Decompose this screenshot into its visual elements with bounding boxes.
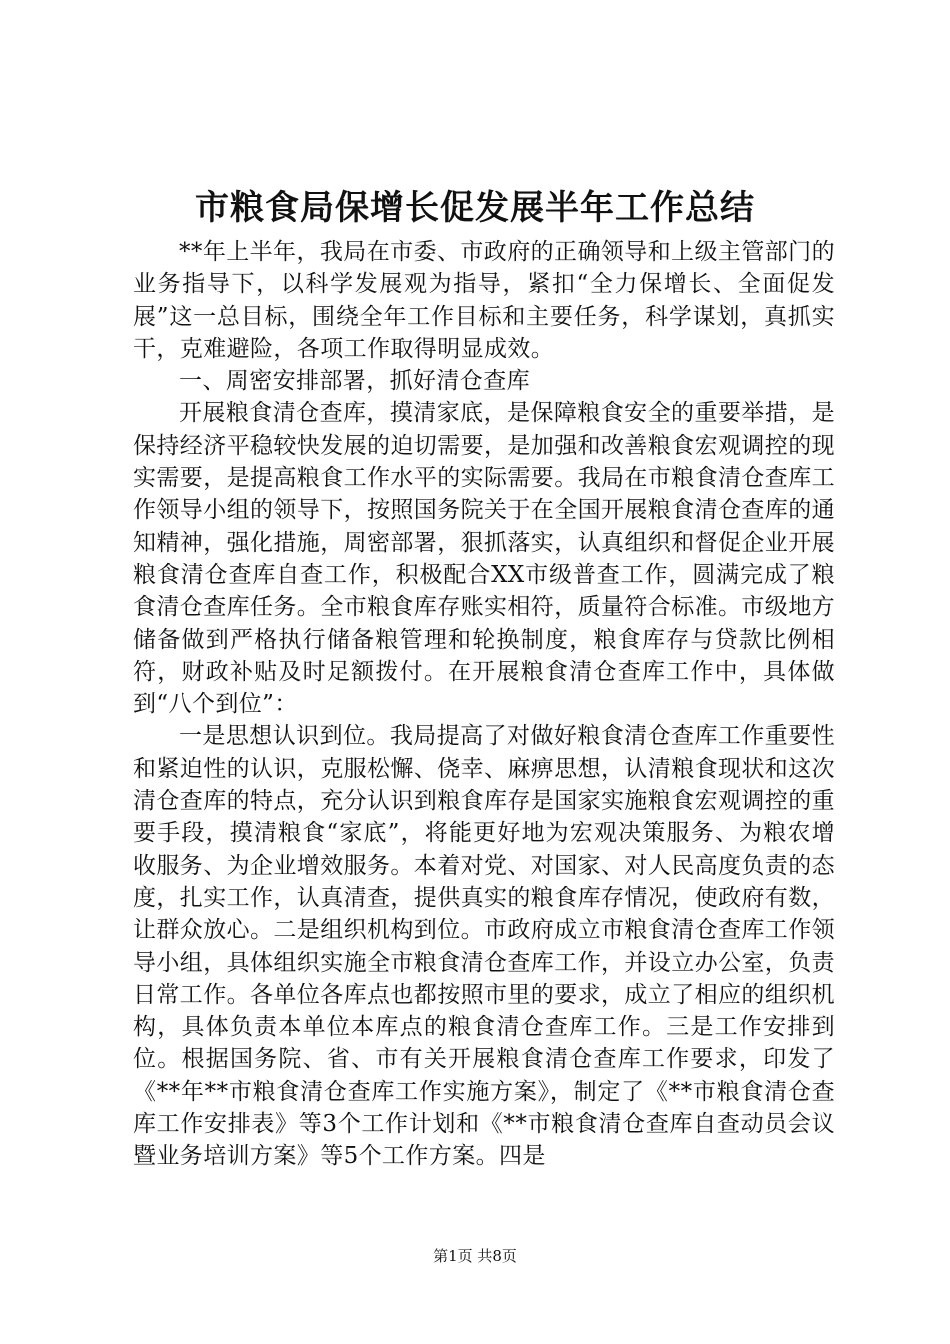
body-paragraph: 开展粮食清仓查库，摸清家底，是保障粮食安全的重要举措，是保持经济平稳较快发展的迫切需要，是加强和改善粮食宏观调控的现实需要，是提高粮食工作水平的实际需要。我局在市粮食清仓查库工作领导小组的领导下，按照国务院关于在全国开展粮食清仓查库的通知精神，强化措施，周密部署，狠抓落实，认真组织和督促企业开展粮食清仓查库自查工作，积极配合XX市级普查工作，圆满完成了粮食清仓查库任务。全市粮食库存账实相符，质量符合标准。市级地方储备做到严格执行储备粮管理和轮换制度，粮食库存与贷款比例相符，财政补贴及时足额拨付。在开展粮食清仓查库工作中，具体做到“八个到位”：	[133, 400, 835, 718]
page-number: 第1页 共8页	[433, 1247, 517, 1265]
document-body	[133, 236, 835, 1173]
intro-paragraph: **年上半年，我局在市委、市政府的正确领导和上级主管部门的业务指导下，以科学发展观为指导，紧扣“全力保增长、全面促发展”这一总目标，围绕全年工作目标和主要任务，科学谋划，真抓实干，克难避险，各项工作取得明显成效。	[133, 239, 835, 362]
section-heading: 一、周密安排部署，抓好清仓查库	[179, 368, 530, 395]
document-title: 市粮食局保增长促发展半年工作总结	[195, 188, 755, 228]
body-paragraph: 一是思想认识到位。我局提高了对做好粮食清仓查库工作重要性和紧迫性的认识，克服松懈、侥幸、麻痹思想，认清粮食现状和这次清仓查库的特点，充分认识到粮食库存是国家实施粮食宏观调控的重要手段，摸清粮食“家底”，将能更好地为宏观决策服务、为粮农增收服务、为企业增效服务。本着对党、对国家、对人民高度负责的态度，扎实工作，认真清查，提供真实的粮食库存情况，使政府有数，让群众放心。二是组织机构到位。市政府成立市粮食清仓查库工作领导小组，具体组织实施全市粮食清仓查库工作，并设立办公室，负责日常工作。各单位各库点也都按照市里的要求，成立了相应的组织机构，具体负责本单位本库点的粮食清仓查库工作。三是工作安排到位。根据国务院、省、市有关开展粮食清仓查库工作要求，印发了《**年**市粮食清仓查库工作实施方案》，制定了《**市粮食清仓查库工作安排表》等3个工作计划和《**市粮食清仓查库自查动员会议暨业务培训方案》等5个工作方案。四是	[133, 723, 835, 1170]
